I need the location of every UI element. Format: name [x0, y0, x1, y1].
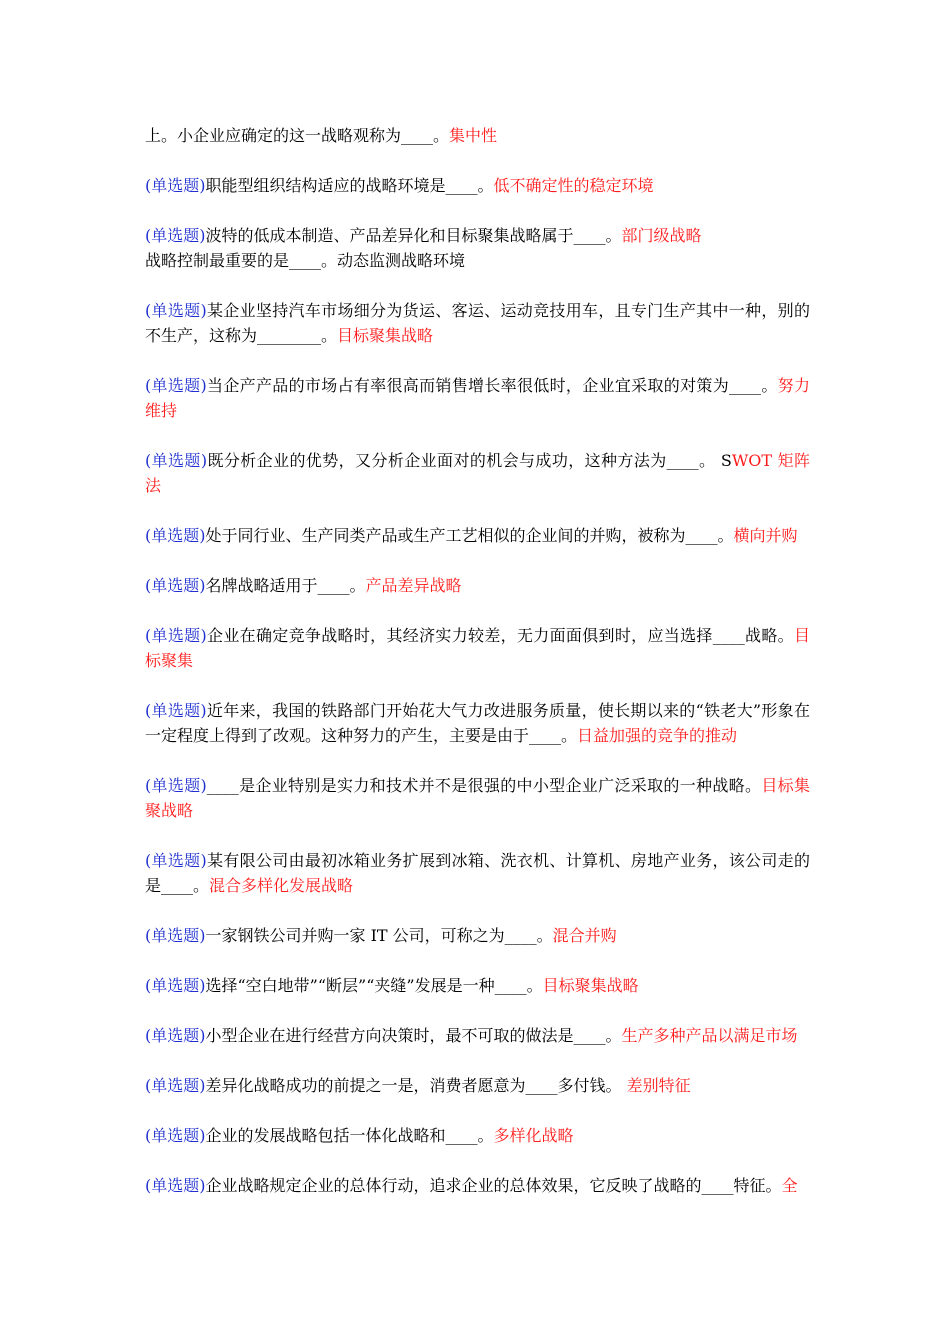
answer-text: 混合多样化发展战略 [209, 876, 354, 895]
answer-text: 产品差异战略 [365, 576, 462, 595]
question-type-tag: (单选题) [145, 976, 206, 995]
document-page [145, 123, 810, 1223]
question-type-tag: (单选题) [145, 451, 208, 470]
question-paragraph [145, 523, 810, 548]
answer-text: 部门级战略 [621, 226, 702, 245]
question-paragraph [145, 123, 810, 148]
question-paragraph [145, 1123, 810, 1148]
question-type-tag: (单选题) [145, 926, 206, 945]
question-text: 当企产产品的市场占有率很高而销售增长率很低时，企业宜采取的对策为____。 [206, 376, 778, 395]
question-type-tag: (单选题) [145, 626, 207, 645]
answer-text: 集中性 [449, 126, 498, 145]
question-text: 近年来，我国的铁路部门开始花大气力改进服务质量，使长期以来的“铁老大”形象在一定程度上得到了改观。这种努力的产生，主要是由于____。 [145, 701, 810, 745]
question-type-tag: (单选题) [145, 176, 206, 195]
question-paragraph [145, 698, 810, 748]
answer-text: 多样化战略 [493, 1126, 574, 1145]
question-paragraph [145, 1023, 810, 1048]
question-paragraph [145, 373, 810, 423]
question-paragraph [145, 223, 810, 273]
answer-text: 横向并购 [733, 526, 798, 545]
question-type-tag: (单选题) [145, 376, 207, 395]
question-text: 选择“空白地带”“断层”“夹缝”发展是一种____。 [205, 976, 543, 995]
answer-text: 低不确定性的稳定环境 [493, 176, 654, 195]
question-text: 企业的发展战略包括一体化战略和____。 [205, 1126, 494, 1145]
question-type-tag: (单选题) [145, 1176, 206, 1195]
question-type-tag: (单选题) [145, 1076, 206, 1095]
question-paragraph [145, 923, 810, 948]
answer-text: 目标聚集战略 [542, 976, 639, 995]
question-type-tag: (单选题) [145, 576, 206, 595]
question-trailing-line: 战略控制最重要的是____。动态监测战略环境 [145, 251, 466, 270]
question-text: 小型企业在进行经营方向决策时，最不可取的做法是____。 [205, 1026, 622, 1045]
question-text: 企业在确定竞争战略时，其经济实力较差，无力面面俱到时，应当选择____战略。 [206, 626, 794, 645]
answer-text: 全 [781, 1176, 798, 1195]
answer-text: 目标聚集 [145, 626, 810, 670]
question-type-tag: (单选题) [145, 1126, 206, 1145]
question-paragraph [145, 623, 810, 673]
answer-text: 目标聚集战略 [337, 326, 434, 345]
question-text: 波特的低成本制造、产品差异化和目标聚集战略属于____。 [205, 226, 622, 245]
question-type-tag: (单选题) [145, 526, 206, 545]
question-paragraph [145, 848, 810, 898]
question-paragraph [145, 173, 810, 198]
question-type-tag: (单选题) [145, 776, 207, 795]
question-text: 某企业坚持汽车市场细分为货运、客运、运动竞技用车，且专门生产其中一种，别的不生产，这称为________。 [145, 301, 810, 345]
question-type-tag: (单选题) [145, 701, 207, 720]
question-paragraph [145, 573, 810, 598]
answer-text: 日益加强的竞争的推动 [577, 726, 738, 745]
answer-text: 混合并购 [552, 926, 617, 945]
question-text: ____是企业特别是实力和技术并不是很强的中小型企业广泛采取的一种战略。 [206, 776, 762, 795]
question-text: 差异化战略成功的前提之一是，消费者愿意为____多付钱。 [205, 1076, 622, 1095]
question-paragraph [145, 773, 810, 823]
question-text: 处于同行业、生产同类产品或生产工艺相似的企业间的并购，被称为____。 [205, 526, 734, 545]
question-text: 上。小企业应确定的这一战略观称为____。 [145, 126, 450, 145]
question-type-tag: (单选题) [145, 301, 207, 320]
answer-text: WOT 矩阵法 [145, 451, 810, 495]
question-paragraph [145, 1073, 810, 1098]
answer-text: 差别特征 [621, 1076, 691, 1095]
answer-text: 努力维持 [145, 376, 810, 420]
question-text: 一家钢铁公司并购一家 IT 公司，可称之为____。 [205, 926, 553, 945]
question-text: 名牌战略适用于____。 [205, 576, 366, 595]
question-type-tag: (单选题) [145, 1026, 206, 1045]
question-type-tag: (单选题) [145, 851, 207, 870]
question-paragraph [145, 973, 810, 998]
question-text: 职能型组织结构适应的战略环境是____。 [205, 176, 494, 195]
question-paragraph [145, 298, 810, 348]
question-paragraph [145, 1173, 810, 1198]
question-type-tag: (单选题) [145, 226, 206, 245]
answer-text: 生产多种产品以满足市场 [621, 1026, 798, 1045]
question-paragraph [145, 448, 810, 498]
question-text: 既分析企业的优势，又分析企业面对的机会与成功，这种方法为____。 S [207, 451, 732, 470]
question-text: 企业战略规定企业的总体行动，追求企业的总体效果，它反映了战略的____特征。 [205, 1176, 782, 1195]
answer-text: 目标集聚战略 [145, 776, 810, 820]
question-text: 某有限公司由最初冰箱业务扩展到冰箱、洗衣机、计算机、房地产业务，该公司走的是____。 [145, 851, 810, 895]
